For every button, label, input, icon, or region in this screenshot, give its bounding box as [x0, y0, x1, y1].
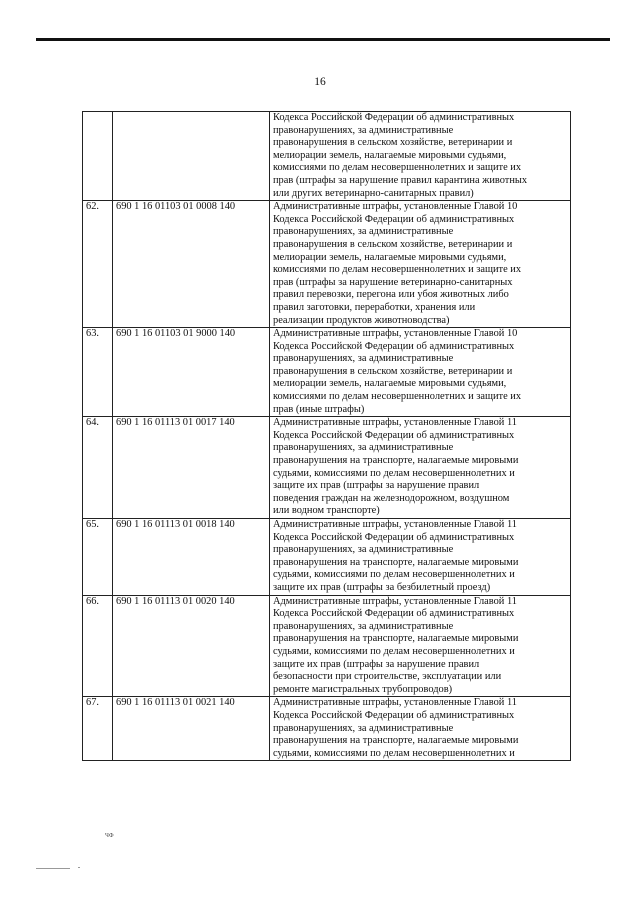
description-line: правонарушения в сельском хозяйстве, ветеринарии и	[273, 365, 513, 377]
description-line: судьями, комиссиями по делам несовершеннолетних и	[273, 747, 515, 759]
budget-code: 690 1 16 01113 01 0020 140	[113, 595, 270, 697]
description-line: правил заготовки, переработки, хранения или	[273, 301, 476, 313]
description-line: Административные штрафы, установленные Главой 11	[273, 697, 517, 709]
table-row	[83, 697, 571, 761]
table-row	[83, 112, 571, 201]
description-line: судьями, комиссиями по делам несовершеннолетних и	[273, 569, 515, 581]
description-line: правонарушения в сельском хозяйстве, ветеринарии и	[273, 238, 513, 250]
description-line: Административные штрафы, установленные Главой 11	[273, 519, 517, 530]
description-line: правонарушениях, за административные	[273, 442, 454, 454]
description-line: комиссиями по делам несовершеннолетних и защите их	[273, 264, 522, 276]
row-number: 63.	[83, 328, 113, 417]
table-row	[83, 519, 571, 596]
description-line: реализации продуктов животноводства)	[273, 314, 450, 326]
description-line: правил перевозки, перегона или убоя животных либо	[273, 289, 509, 301]
fine-description	[270, 328, 571, 417]
footer-dot	[78, 867, 80, 868]
page-number: 16	[314, 76, 326, 88]
table-row	[83, 417, 571, 519]
description-line: правонарушениях, за административные	[273, 124, 454, 136]
description-line: Кодекса Российской Федерации об административных	[273, 213, 515, 225]
fine-description	[270, 595, 571, 697]
description-line: защите их прав (штрафы за безбилетный проезд)	[273, 581, 491, 593]
description-line: правонарушениях, за административные	[273, 544, 454, 556]
budget-code: 690 1 16 01103 01 9000 140	[113, 328, 270, 417]
description-line: прав (штрафы за нарушение правил карантина животных	[273, 174, 528, 186]
description-line: защите их прав (штрафы за нарушение правил	[273, 480, 480, 492]
row-number: 65.	[83, 519, 113, 596]
description-line: правонарушения на транспорте, налагаемые мировыми	[273, 455, 519, 467]
description-line: комиссиями по делам несовершеннолетних и защите их	[273, 162, 522, 174]
description-line: правонарушения на транспорте, налагаемые мировыми	[273, 556, 519, 568]
budget-code: 690 1 16 01113 01 0018 140	[113, 519, 270, 596]
fines-table	[82, 111, 571, 761]
description-line: или водном транспорте)	[273, 505, 380, 517]
description-line: Кодекса Российской Федерации об административных	[273, 429, 515, 441]
description-line: правонарушения на транспорте, налагаемые мировыми	[273, 633, 519, 645]
description-line: судьями, комиссиями по делам несовершеннолетних и	[273, 467, 515, 479]
fine-description	[270, 417, 571, 519]
description-line: судьями, комиссиями по делам несовершеннолетних и	[273, 645, 515, 657]
description-line: мелиорации земель, налагаемые мировыми судьями,	[273, 251, 507, 263]
fine-description	[270, 112, 571, 201]
description-line: Кодекса Российской Федерации об административных	[273, 608, 515, 620]
description-line: поведения граждан на железнодорожном, воздушном	[273, 492, 510, 504]
row-number: 67.	[83, 697, 113, 761]
description-line: комиссиями по делам несовершеннолетних и защите их	[273, 391, 522, 403]
description-line: мелиорации земель, налагаемые мировыми судьями,	[273, 149, 507, 161]
description-line: правонарушениях, за административные	[273, 620, 454, 632]
description-line: прав (штрафы за нарушение ветеринарно-санитарных	[273, 276, 513, 288]
row-number	[83, 112, 113, 201]
budget-code: 690 1 16 01113 01 0017 140	[113, 417, 270, 519]
description-line: мелиорации земель, налагаемые мировыми судьями,	[273, 378, 507, 390]
row-number: 62.	[83, 201, 113, 328]
description-line: ремонте магистральных трубопроводов)	[273, 683, 453, 695]
description-line: или других ветеринарно-санитарных правил)	[273, 187, 474, 199]
description-line: правонарушениях, за административные	[273, 722, 454, 734]
header-rule	[36, 38, 610, 41]
description-line: Кодекса Российской Федерации об административных	[273, 112, 515, 123]
table-row	[83, 201, 571, 328]
budget-code: 690 1 16 01103 01 0008 140	[113, 201, 270, 328]
description-line: Административные штрафы, установленные Главой 10	[273, 328, 518, 340]
budget-code	[113, 112, 270, 201]
description-line: Административные штрафы, установленные Главой 11	[273, 595, 517, 607]
table-row	[83, 328, 571, 417]
footer-mark: ЧФ	[105, 833, 114, 839]
description-line: Административные штрафы, установленные Главой 10	[273, 201, 518, 213]
description-line: прав (иные штрафы)	[273, 403, 365, 415]
row-number: 66.	[83, 595, 113, 697]
budget-code: 690 1 16 01113 01 0021 140	[113, 697, 270, 761]
description-line: правонарушения в сельском хозяйстве, ветеринарии и	[273, 137, 513, 149]
fine-description	[270, 201, 571, 328]
description-line: Административные штрафы, установленные Главой 11	[273, 417, 517, 429]
description-line: безопасности при строительстве, эксплуатации или	[273, 671, 502, 683]
description-line: Кодекса Российской Федерации об административных	[273, 709, 515, 721]
fine-description	[270, 697, 571, 761]
footer-rule	[36, 868, 70, 869]
description-line: Кодекса Российской Федерации об административных	[273, 531, 515, 543]
row-number: 64.	[83, 417, 113, 519]
description-line: правонарушениях, за административные	[273, 353, 454, 365]
description-line: защите их прав (штрафы за нарушение правил	[273, 658, 480, 670]
description-line: Кодекса Российской Федерации об административных	[273, 340, 515, 352]
fine-description	[270, 519, 571, 596]
description-line: правонарушениях, за административные	[273, 226, 454, 238]
description-line: правонарушения на транспорте, налагаемые мировыми	[273, 735, 519, 747]
table-row	[83, 595, 571, 697]
